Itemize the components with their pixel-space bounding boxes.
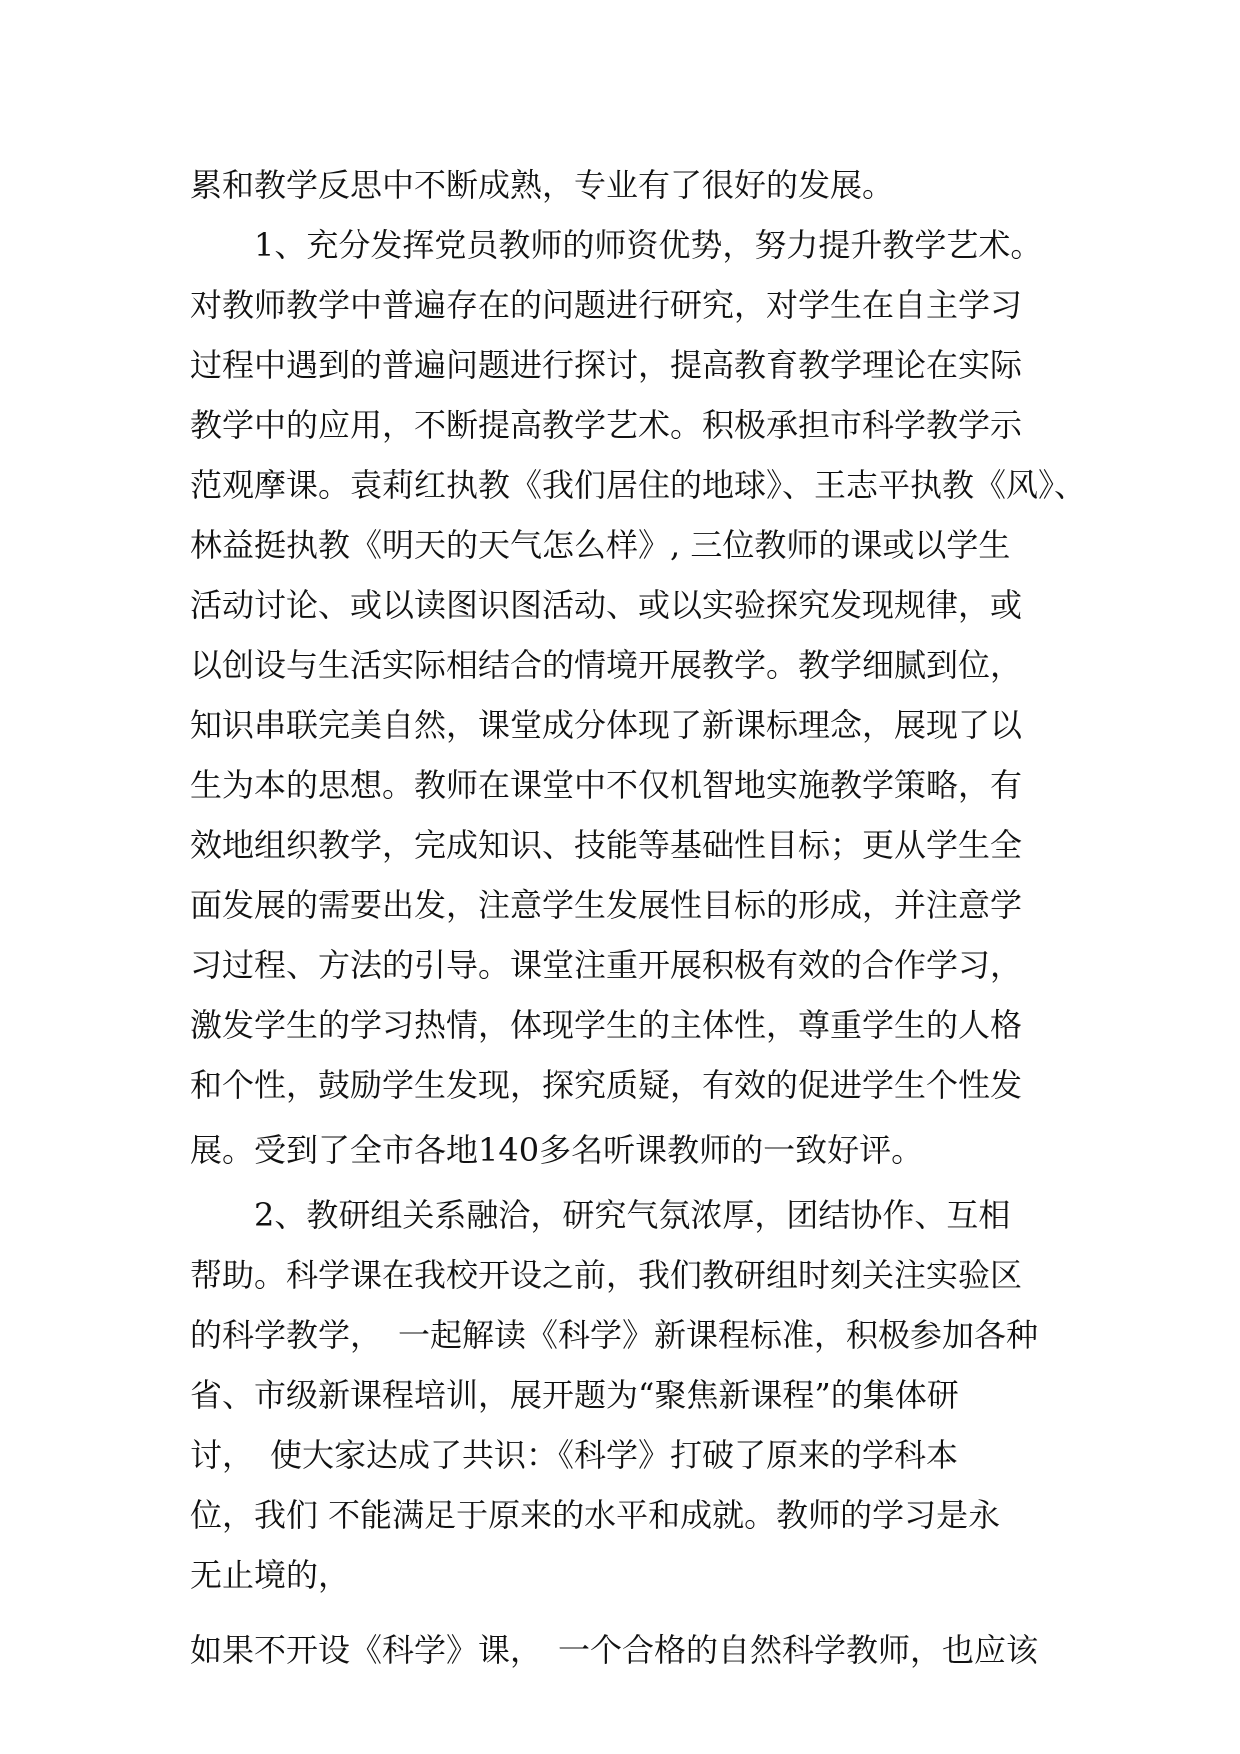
text-line: 面发展的需要出发，注意学生发展性目标的形成，并注意学 — [190, 886, 1023, 924]
text-line: 累和教学反思中不断成熟，专业有了很好的发展。 — [190, 166, 895, 204]
text-line: 知识串联完美自然，课堂成分体现了新课标理念，展现了以 — [190, 706, 1023, 744]
text-line: 如果不开设《科学》课， 一个合格的自然科学教师，也应该 — [190, 1631, 1039, 1669]
text-line: 以创设与生活实际相结合的情境开展教学。教学细腻到位， — [190, 646, 1023, 684]
paragraph-1-start: 1、充分发挥党员教师的师资优势，努力提升教学艺术。 — [254, 226, 1043, 264]
text-line: 和个性，鼓励学生发现，探究质疑，有效的促进学生个性发 — [190, 1066, 1023, 1104]
text-line: 习过程、方法的引导。课堂注重开展积极有效的合作学习， — [190, 946, 1023, 984]
text-line: 位，我们 不能满足于原来的水平和成就。教师的学习是永 — [190, 1496, 1001, 1534]
text-line: 林益挺执教《明天的天气怎么样》, 三位教师的课或以学生 — [190, 526, 1011, 564]
text-line: 范观摩课。袁莉红执教《我们居住的地球》、王志平执教《风》、 — [190, 466, 1087, 504]
text-line: 的科学教学， 一起解读《科学》新课程标准，积极参加各种 — [190, 1316, 1039, 1354]
text-line: 激发学生的学习热情，体现学生的主体性，尊重学生的人格 — [190, 1006, 1023, 1044]
text-line: 讨， 使大家达成了共识：《科学》打破了原来的学科本 — [190, 1436, 959, 1474]
text-line: 过程中遇到的普遍问题进行探讨，提高教育教学理论在实际 — [190, 346, 1023, 384]
text-line: 活动讨论、或以读图识图活动、或以实验探究发现规律，或 — [190, 586, 1023, 624]
text-line: 教学中的应用，不断提高教学艺术。积极承担市科学教学示 — [190, 406, 1023, 444]
text-line: 省、市级新课程培训，展开题为“聚焦新课程”的集体研 — [190, 1376, 959, 1414]
text-line: 生为本的思想。教师在课堂中不仅机智地实施教学策略，有 — [190, 766, 1023, 804]
text-line: 效地组织教学，完成知识、技能等基础性目标；更从学生全 — [190, 826, 1023, 864]
text-line: 帮助。科学课在我校开设之前，我们教研组时刻关注实验区 — [190, 1256, 1023, 1294]
text-line: 展。受到了全市各地140多名听课教师的一致好评。 — [190, 1131, 924, 1169]
paragraph-2-start: 2、教研组关系融洽，研究气氛浓厚，团结协作、互相 — [254, 1196, 1011, 1234]
text-line: 对教师教学中普遍存在的问题进行研究，对学生在自主学习 — [190, 286, 1023, 324]
text-line: 无止境的， — [190, 1556, 351, 1594]
